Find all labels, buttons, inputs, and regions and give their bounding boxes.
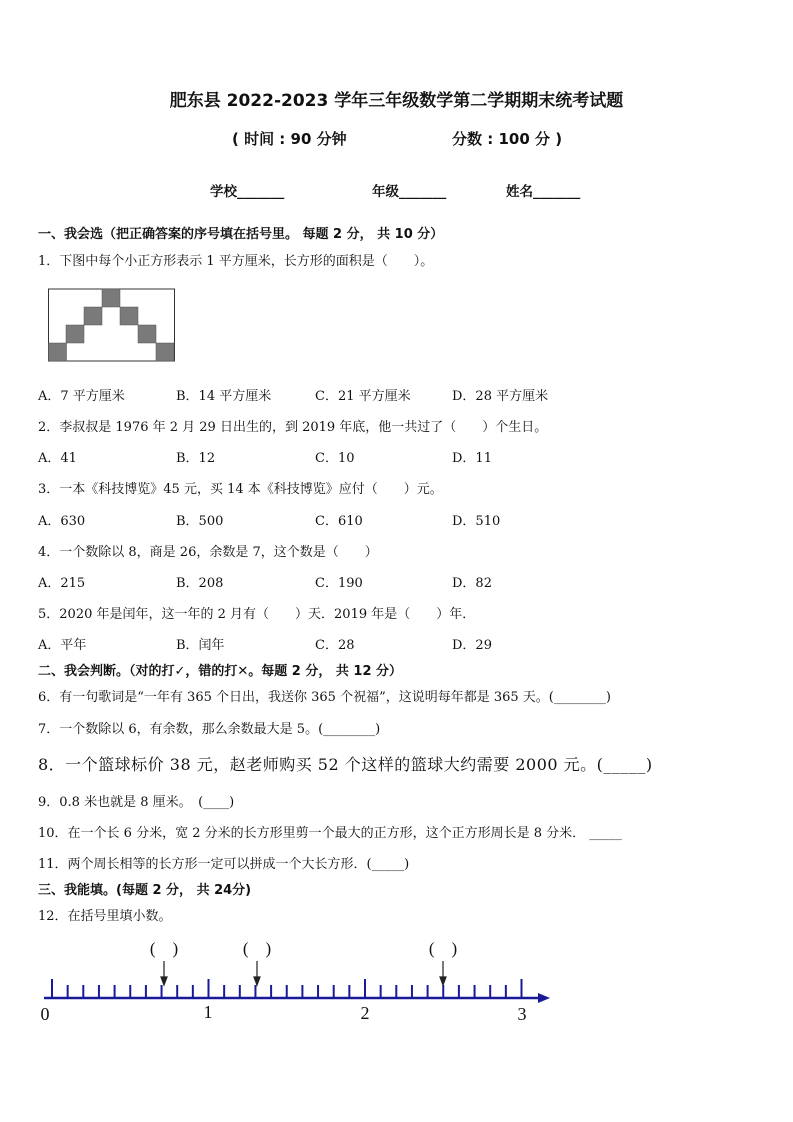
blank-2: ( ): [242, 939, 272, 958]
question-5: 5．2020 年是闰年，这一年的 2 月有（ ）天．2019 年是（ ）年．: [38, 607, 476, 622]
q3-option-a: A．630: [38, 514, 86, 529]
question-4: 4．一个数除以 8，商是 26，余数是 7，这个数是（ ）: [38, 545, 378, 560]
staircase-figure: [48, 288, 176, 362]
number-line-label-3: 3: [517, 1004, 527, 1024]
q4-option-c: C．190: [315, 576, 363, 591]
section1-heading: 一、我会选（把正确答案的序号填在括号里。 每题 2 分， 共 10 分）: [38, 227, 444, 242]
question-12: 12．在括号里填小数。: [38, 909, 172, 924]
question-3: 3．一本《科技博览》45 元，买 14 本《科技博览》应付（ ）元。: [38, 482, 443, 497]
number-line-label-2: 2: [360, 1003, 370, 1023]
q2-option-d: D．11: [452, 451, 492, 466]
question-10: 10．在一个长 6 分米，宽 2 分米的长方形里剪一个最大的正方形，这个正方形周长是 8 分米． _____: [38, 826, 622, 841]
number-line-label-0: 0: [40, 1004, 50, 1024]
section2-heading: 二、我会判断。（对的打✓，错的打✕。每题 2 分， 共 12 分）: [38, 664, 403, 679]
question-9: 9．0.8 米也就是 8 厘米。 (____): [38, 795, 235, 810]
q5-option-c: C．28: [315, 638, 355, 653]
pointer-arrowhead-1: [161, 977, 167, 985]
name-field: 姓名_______: [506, 184, 581, 200]
number-line: [38, 935, 568, 1035]
q1-option-b: B．14 平方厘米: [176, 389, 272, 404]
question-8: 8．一个篮球标价 38 元，赵老师购买 52 个这样的篮球大约需要 2000 元。(_____): [38, 755, 653, 774]
q1-option-d: D．28 平方厘米: [452, 389, 549, 404]
q5-option-a: A．平年: [38, 638, 87, 653]
q3-option-c: C．610: [315, 514, 363, 529]
exam-time: ( 时间 : 90 分钟: [232, 130, 347, 148]
blank-3: ( ): [428, 939, 458, 958]
q5-option-d: D．29: [452, 638, 492, 653]
q2-option-b: B．12: [176, 451, 216, 466]
q4-option-d: D．82: [452, 576, 492, 591]
question-1: 1．下图中每个小正方形表示 1 平方厘米，长方形的面积是（ ）。: [38, 254, 434, 269]
q3-option-b: B．500: [176, 514, 224, 529]
grade-field: 年级_______: [372, 184, 447, 200]
pointer-arrowhead-2: [254, 977, 260, 985]
q4-option-b: B．208: [176, 576, 224, 591]
question-7: 7．一个数除以 6，有余数，那么余数最大是 5。(________): [38, 722, 381, 737]
blank-1: ( ): [149, 939, 179, 958]
page-title: 肥东县 2022-2023 学年三年级数学第二学期期末统考试题: [169, 91, 624, 111]
pointer-arrowhead-3: [440, 977, 446, 985]
q1-option-c: C．21 平方厘米: [315, 389, 411, 404]
q2-option-c: C．10: [315, 451, 355, 466]
question-6: 6．有一句歌词是“一年有 365 个日出，我送你 365 个祝福”，这说明每年都是 365 天。(________): [38, 690, 611, 705]
q5-option-b: B．闰年: [176, 638, 225, 653]
q1-option-a: A．7 平方厘米: [38, 389, 125, 404]
exam-score: 分数 : 100 分 ): [452, 130, 563, 148]
q3-option-d: D．510: [452, 514, 501, 529]
number-line-label-1: 1: [203, 1002, 213, 1022]
section3-heading: 三、我能填。(每题 2 分， 共 24分): [38, 883, 252, 898]
question-11: 11．两个周长相等的长方形一定可以拼成一个大长方形．(_____): [38, 857, 410, 872]
question-2: 2．李叔叔是 1976 年 2 月 29 日出生的，到 2019 年底，他一共过了（ ）个生日。: [38, 420, 548, 435]
school-field: 学校_______: [210, 184, 285, 200]
q4-option-a: A．215: [38, 576, 86, 591]
q2-option-a: A．41: [38, 451, 77, 466]
